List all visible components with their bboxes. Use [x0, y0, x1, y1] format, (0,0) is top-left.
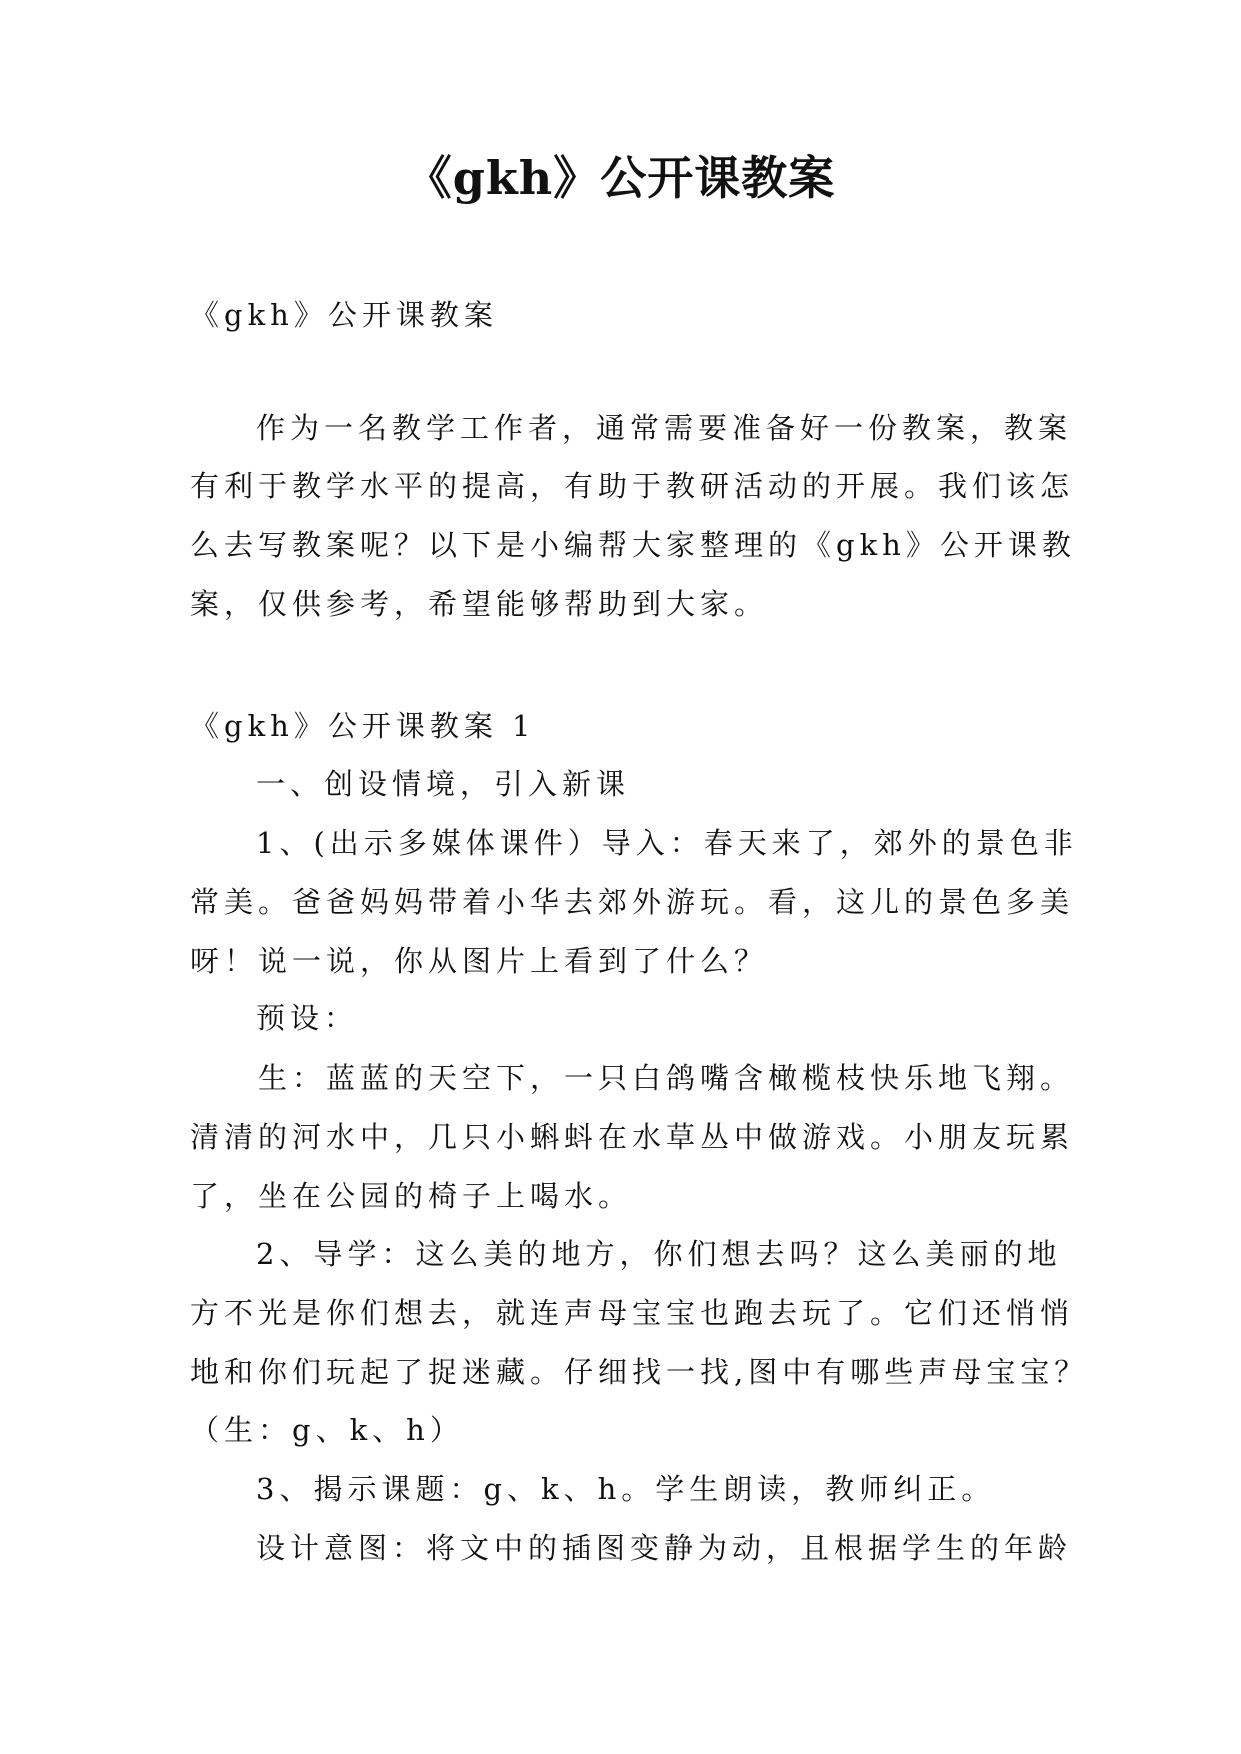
- paragraph-line: 设计意图：将文中的插图变静为动，且根据学生的年龄: [256, 1531, 1073, 1565]
- paragraph-line: 么去写教案呢？以下是小编帮大家整理的《gkh》公开课教: [190, 528, 1076, 562]
- paragraph-line: 清清的河水中，几只小蝌蚪在水草丛中做游戏。小朋友玩累: [190, 1120, 1075, 1154]
- paragraph-line: 地和你们玩起了捉迷藏。仔细找一找,图中有哪些声母宝宝？: [190, 1355, 1089, 1389]
- paragraph-line: 生：蓝蓝的天空下，一只白鸽嘴含橄榄枝快乐地飞翔。: [258, 1061, 1075, 1095]
- document-subtitle: 《gkh》公开课教案: [190, 298, 498, 332]
- subsection-heading: 一、创设情境，引入新课: [256, 767, 631, 801]
- paragraph-line: 呀！说一说，你从图片上看到了什么？: [190, 944, 769, 978]
- paragraph-line: 了，坐在公园的椅子上喝水。: [190, 1179, 633, 1213]
- paragraph-line: 2、导学：这么美的地方，你们想去吗？这么美丽的地: [256, 1237, 1062, 1271]
- paragraph-line: 方不光是你们想去，就连声母宝宝也跑去玩了。它们还悄悄: [190, 1296, 1075, 1330]
- paragraph-line: 1、(出示多媒体课件）导入：春天来了，郊外的景色非: [256, 826, 1078, 860]
- paragraph-line: 有利于教学水平的提高，有助于教研活动的开展。我们该怎: [190, 469, 1075, 503]
- document-title: 《gkh》公开课教案: [405, 151, 836, 205]
- section-heading: 《gkh》公开课教案 1: [190, 709, 536, 743]
- paragraph-line: 作为一名教学工作者，通常需要准备好一份教案，教案: [256, 411, 1073, 445]
- paragraph-line: 3、揭示课题：g、k、h。学生朗读，教师纠正。: [256, 1472, 996, 1506]
- paragraph-line: 常美。爸爸妈妈带着小华去郊外游玩。看，这儿的景色多美: [190, 885, 1075, 919]
- paragraph-line: （生：g、k、h）: [190, 1413, 464, 1447]
- paragraph-line: 案，仅供参考，希望能够帮助到大家。: [190, 587, 769, 621]
- paragraph-line: 预设：: [256, 1001, 359, 1035]
